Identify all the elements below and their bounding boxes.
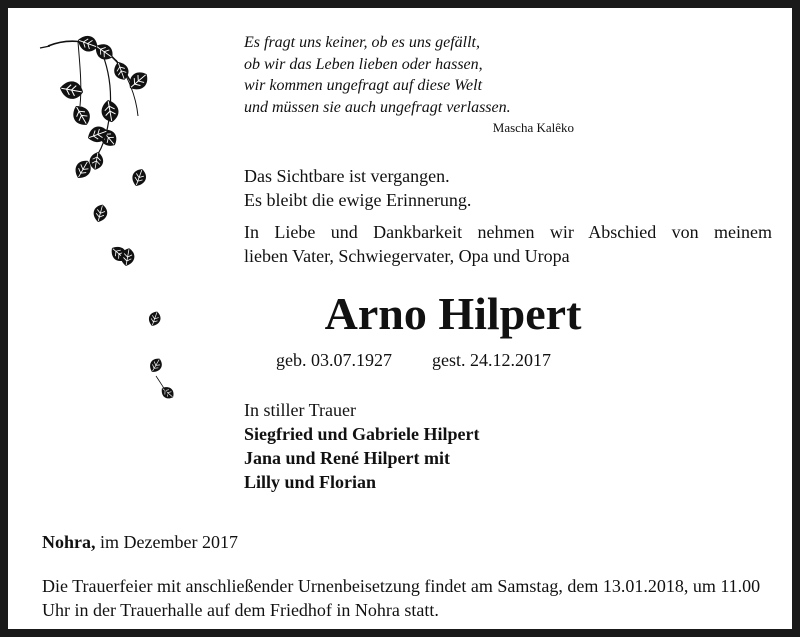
verse-line: Das Sichtbare ist vergangen. <box>244 166 450 186</box>
poem-author: Mascha Kalêko <box>492 120 574 135</box>
death-date: gest. 24.12.2017 <box>432 350 551 370</box>
ceremony-info: Die Trauerfeier mit anschließender Urnenbeisetzung findet am Samstag, dem 13.01.2018, um 11.00 Uhr in der Trauerhalle auf dem Friedhof in Nohra statt. <box>42 576 761 620</box>
place-date-line <box>42 530 238 554</box>
place-date: im Dezember 2017 <box>95 532 238 552</box>
mourners-heading: In stiller Trauer <box>244 400 356 420</box>
poem-line: Es fragt uns keiner, ob es uns gefällt, <box>244 34 480 51</box>
memorial-verse <box>244 164 471 212</box>
verse-line: Es bleibt die ewige Erinnerung. <box>244 190 472 210</box>
poem-line: ob wir das Leben lieben oder hassen, <box>244 55 483 73</box>
farewell-intro <box>244 220 772 268</box>
poem-line: und müssen sie auch ungefragt verlassen. <box>244 98 511 116</box>
deceased-name: Arno Hilpert <box>324 288 582 339</box>
mourner-name: Siegfried und Gabriele Hilpert <box>244 424 480 444</box>
poem-quote <box>244 32 574 137</box>
mourners-block <box>244 398 480 494</box>
intro-line: lieben Vater, Schwiegervater, Opa und Uropa <box>244 246 570 266</box>
mourner-name: Lilly und Florian <box>244 472 377 492</box>
birch-branch-leaves-icon <box>38 26 188 426</box>
life-dates <box>276 348 551 372</box>
mourner-name: Jana und René Hilpert mit <box>244 448 451 468</box>
birth-date: geb. 03.07.1927 <box>276 350 392 370</box>
poem-line: wir kommen ungefragt auf diese Welt <box>244 77 483 94</box>
intro-line: In Liebe und Dankbarkeit nehmen wir Abschied von meinem <box>244 222 772 242</box>
place-town: Nohra, <box>42 532 96 552</box>
